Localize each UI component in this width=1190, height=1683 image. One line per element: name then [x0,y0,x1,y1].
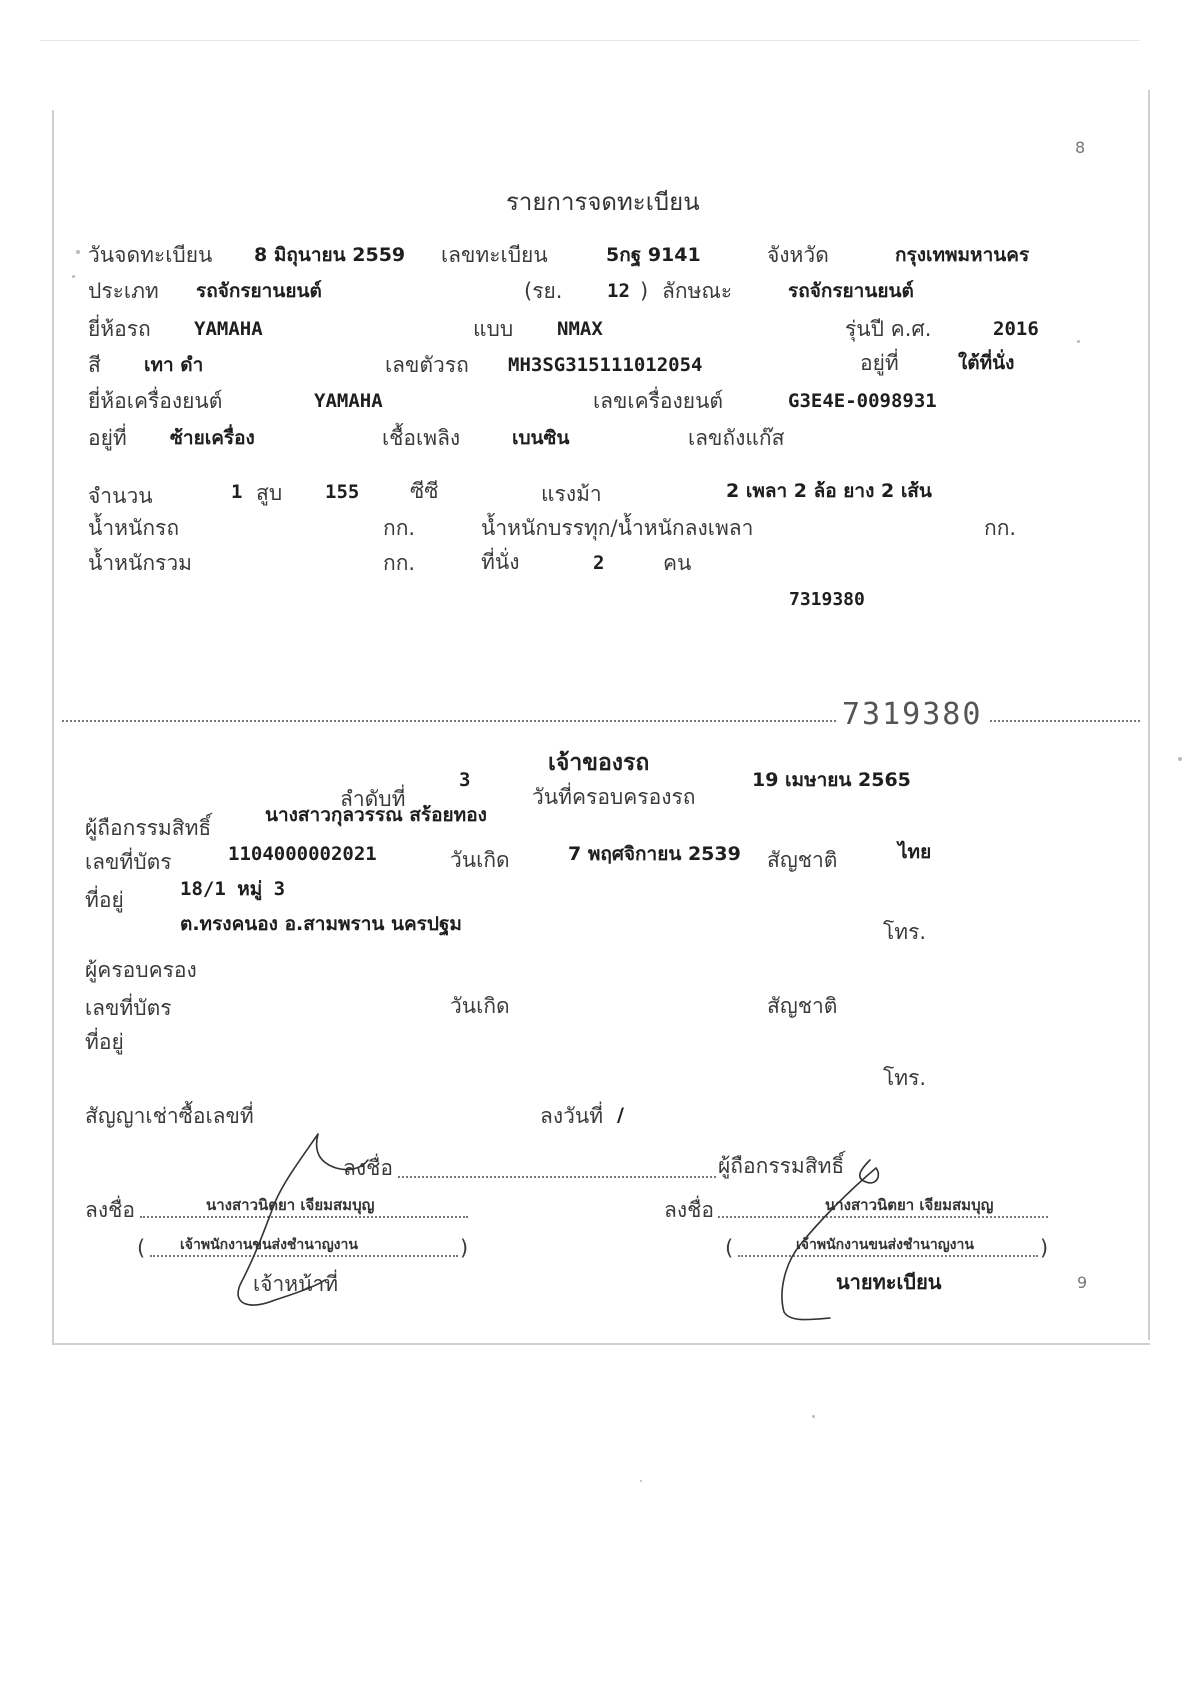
left-paren-open: ( [137,1236,146,1260]
axles-value: 2 เพลา 2 ล้อ ยาง 2 เส้น [726,480,932,502]
engine-brand-value: YAMAHA [314,390,383,412]
style-label: ลักษณะ [662,279,733,303]
owner-address-label: ที่อยู่ [85,888,124,912]
owner-address-line2: ต.ทรงคนอง อ.สามพราน นครปฐม [180,913,462,935]
type-label: ประเภท [88,279,159,303]
owner-dob-value: 7 พฤศจิกายน 2539 [568,843,741,865]
chassis-location-value: ใต้ที่นั่ง [958,352,1015,374]
possessor-id-label: เลขที่บัตร [85,996,172,1020]
year-value: 2016 [993,318,1039,340]
scan-right-edge [1148,90,1150,1340]
chassis-label: เลขตัวรถ [385,353,469,377]
scan-speck [812,1415,815,1418]
weight-label: น้ำหนักรถ [88,516,180,540]
color-value: เทา ดำ [144,354,204,376]
scan-speck [1077,340,1080,343]
owner-title: เจ้าของรถ [548,750,650,776]
right-paren-open: ( [725,1236,734,1260]
possession-date-value: 19 เมษายน 2565 [752,769,911,791]
center-sign-label: ลงชื่อ [343,1156,393,1180]
center-sign-line [398,1176,716,1178]
page-number-bottom: 9 [1077,1273,1088,1292]
scan-bottom-edge [52,1343,1150,1345]
engine-location-label: อยู่ที่ [88,426,127,450]
owner-id-label: เลขที่บัตร [85,850,172,874]
cc-unit: ซีซี [410,479,439,503]
style-value: รถจักรยานยนต์ [788,280,914,302]
owner-dob-label: วันเกิด [450,848,510,872]
cylinders-value: 1 [231,481,243,503]
possessor-address-label: ที่อยู่ [85,1030,124,1054]
count-label: จำนวน [88,484,153,508]
ry-value: 12 [607,280,630,302]
ry-open: (รย. [524,279,563,303]
owner-phone-label: โทร. [883,920,927,944]
engine-location-value: ซ้ายเครื่อง [170,427,255,449]
reg-date-label: วันจดทะเบียน [88,243,213,267]
hp-label: แรงม้า [541,482,602,506]
load-unit: กก. [984,516,1017,540]
right-signer-role: นายทะเบียน [836,1270,942,1294]
owner-address-line1: 18/1 หมู่ 3 [180,878,286,900]
owner-nationality-value: ไทย [898,841,932,863]
owner-nationality-label: สัญชาติ [767,848,838,872]
owner-sequence-value: 3 [459,769,471,791]
brand-label: ยี่ห้อรถ [88,317,151,341]
right-position-line [738,1255,1038,1257]
left-paren-close: ) [460,1236,469,1260]
owner-sequence-label: ลำดับที่ [340,787,406,811]
gas-tank-label: เลขถังแก๊ส [688,426,785,450]
load-label: น้ำหนักบรรทุก/น้ำหนักลงเพลา [481,516,754,540]
possession-date-label: วันที่ครอบครองรถ [532,785,696,809]
holder-label: ผู้ถือกรรมสิทธิ์ [85,816,212,840]
right-signer-name: นางสาวนิตยา เจียมสมบุญ [825,1196,994,1214]
left-sign-label: ลงชื่อ [85,1198,135,1222]
document-number-stamp: 7319380 [836,700,988,730]
fuel-value: เบนซิน [512,427,570,449]
right-paren-close: ) [1040,1236,1049,1260]
type-value: รถจักรยานยนต์ [196,280,322,302]
center-sign-role: ผู้ถือกรรมสิทธิ์ [718,1154,845,1178]
contract-date-label: ลงวันที่ [540,1104,604,1128]
scan-top-edge [40,40,1140,41]
seats-unit: คน [663,551,692,575]
document-number: 7319380 [789,589,865,610]
weight-unit: กก. [383,516,416,540]
left-sign-line [140,1216,468,1218]
color-label: สี [88,353,101,377]
holder-name: นางสาวกุลวรรณ สร้อยทอง [265,804,487,826]
left-signer-role: เจ้าหน้าที่ [253,1272,339,1296]
right-sign-label: ลงชื่อ [664,1198,714,1222]
fuel-label: เชื้อเพลิง [382,426,461,450]
province-value: กรุงเทพมหานคร [895,244,1030,266]
left-signer-name: นางสาวนิตยา เจียมสมบุญ [206,1196,375,1214]
total-weight-unit: กก. [383,551,416,575]
plate-value: 5กฐ 9141 [606,244,701,266]
plate-label: เลขทะเบียน [441,243,548,267]
left-position-line [150,1255,458,1257]
total-weight-label: น้ำหนักรวม [88,551,192,575]
province-label: จังหวัด [767,243,829,267]
engine-number-value: G3E4E-0098931 [788,390,937,412]
contract-label: สัญญาเช่าซื้อเลขที่ [85,1104,254,1128]
seats-value: 2 [593,552,605,574]
engine-brand-label: ยี่ห้อเครื่องยนต์ [88,389,223,413]
scan-left-edge [52,110,54,1345]
chassis-value: MH3SG315111012054 [508,354,703,376]
scan-speck [76,250,80,254]
reg-date-value: 8 มิถุนายน 2559 [254,244,406,266]
page-number-top: 8 [1075,138,1086,157]
possessor-nationality-label: สัญชาติ [767,994,838,1018]
possessor-dob-label: วันเกิด [450,994,510,1018]
ry-close: ) [640,279,649,303]
cylinder-unit: สูบ [256,481,283,505]
right-signer-position: เจ้าพนักงานขนส่งชำนาญงาน [796,1237,974,1253]
scan-speck [640,1480,642,1482]
right-sign-line [718,1216,1048,1218]
seats-label: ที่นั่ง [481,550,520,574]
owner-id-value: 1104000002021 [228,843,377,865]
chassis-location-label: อยู่ที่ [860,351,899,375]
brand-value: YAMAHA [194,318,263,340]
model-label: แบบ [473,317,514,341]
left-signer-position: เจ้าพนักงานขนส่งชำนาญงาน [180,1237,358,1253]
scan-speck [72,275,75,278]
engine-number-label: เลขเครื่องยนต์ [593,389,724,413]
registration-title: รายการจดทะเบียน [506,188,700,216]
contract-date-mark: / [617,1104,624,1126]
year-label: รุ่นปี ค.ศ. [845,317,932,341]
possessor-phone-label: โทร. [883,1066,927,1090]
scan-speck [1178,757,1182,761]
possessor-label: ผู้ครอบครอง [85,958,197,982]
cc-value: 155 [325,481,360,503]
model-value: NMAX [557,318,603,340]
